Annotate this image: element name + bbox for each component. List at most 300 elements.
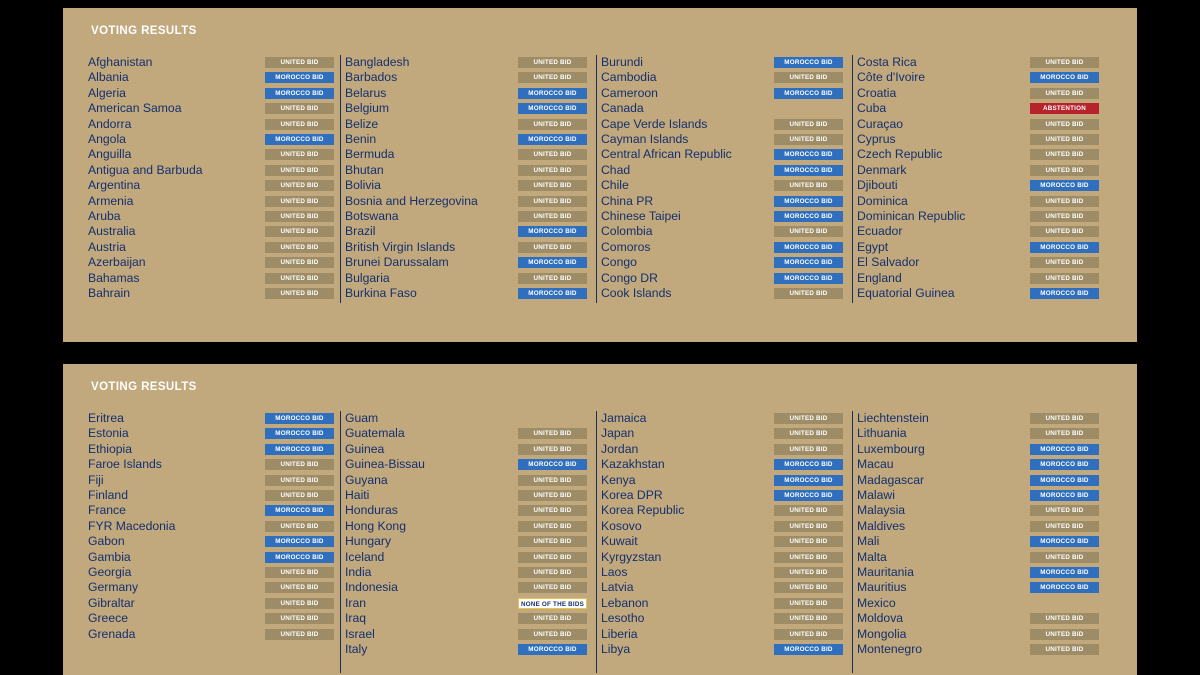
morocco-bid-badge: MOROCCO BID	[518, 644, 587, 655]
vote-row	[88, 488, 344, 503]
united-bid-badge: UNITED BID	[774, 598, 843, 609]
country-name: Ethiopia	[88, 441, 133, 456]
country-name: Liberia	[601, 626, 638, 641]
morocco-bid-badge: MOROCCO BID	[518, 134, 587, 145]
united-bid-badge: UNITED BID	[518, 567, 587, 578]
country-name: Burkina Faso	[345, 286, 417, 300]
united-bid-badge: UNITED BID	[774, 72, 843, 83]
united-bid-badge: UNITED BID	[1030, 505, 1099, 516]
united-bid-badge: UNITED BID	[518, 582, 587, 593]
country-name: Costa Rica	[857, 55, 917, 69]
morocco-bid-badge: MOROCCO BID	[1030, 475, 1099, 486]
country-name: Chile	[601, 178, 629, 193]
vote-row	[341, 473, 597, 488]
country-name: Congo DR	[601, 270, 658, 285]
united-bid-badge: UNITED BID	[1030, 273, 1099, 284]
country-name: Algeria	[88, 85, 126, 100]
vote-row	[88, 132, 344, 147]
country-name: Dominican Republic	[857, 209, 966, 223]
country-name: Kazakhstan	[601, 457, 665, 472]
country-name: Japan	[601, 426, 635, 441]
country-name: Austria	[88, 239, 126, 254]
vote-row	[88, 286, 344, 301]
country-name: England	[857, 270, 902, 285]
country-name: Haiti	[345, 488, 370, 502]
vote-row	[853, 224, 1109, 239]
country-name: Faroe Islands	[88, 457, 162, 472]
country-name: Mali	[857, 534, 880, 549]
united-bid-badge: UNITED BID	[265, 242, 334, 253]
vote-row	[853, 611, 1109, 626]
country-name: Bahrain	[88, 286, 131, 300]
morocco-bid-badge: MOROCCO BID	[774, 273, 843, 284]
country-name: Mexico	[857, 595, 896, 610]
united-bid-badge: UNITED BID	[265, 567, 334, 578]
morocco-bid-badge: MOROCCO BID	[774, 88, 843, 99]
vote-row	[853, 163, 1109, 178]
vote-row	[341, 627, 597, 642]
united-bid-badge: UNITED BID	[1030, 196, 1099, 207]
voting-results-panel-2	[63, 364, 1137, 675]
united-bid-badge: UNITED BID	[1030, 629, 1099, 640]
vote-row	[88, 271, 344, 286]
vote-row	[597, 70, 853, 85]
morocco-bid-badge: MOROCCO BID	[265, 134, 334, 145]
morocco-bid-badge: MOROCCO BID	[1030, 582, 1099, 593]
vote-row	[597, 442, 853, 457]
united-bid-badge: UNITED BID	[1030, 257, 1099, 268]
morocco-bid-badge: MOROCCO BID	[774, 211, 843, 222]
morocco-bid-badge: MOROCCO BID	[774, 490, 843, 501]
vote-row	[88, 550, 344, 565]
vote-row	[853, 86, 1109, 101]
country-name: Malaysia	[857, 503, 906, 518]
united-bid-badge: UNITED BID	[265, 57, 334, 68]
united-bid-badge: UNITED BID	[774, 226, 843, 237]
morocco-bid-badge: MOROCCO BID	[518, 226, 587, 237]
results-column-3	[596, 411, 853, 673]
country-name: Latvia	[601, 580, 634, 595]
united-bid-badge: UNITED BID	[774, 288, 843, 299]
united-bid-badge: UNITED BID	[265, 459, 334, 470]
vote-row	[88, 534, 344, 549]
morocco-bid-badge: MOROCCO BID	[265, 88, 334, 99]
united-bid-badge: UNITED BID	[518, 552, 587, 563]
vote-row	[853, 271, 1109, 286]
united-bid-badge: UNITED BID	[518, 444, 587, 455]
united-bid-badge: UNITED BID	[518, 521, 587, 532]
vote-row	[597, 473, 853, 488]
country-name: Macau	[857, 457, 894, 472]
vote-row	[88, 70, 344, 85]
results-column-4	[852, 411, 1109, 673]
country-name: Brunei Darussalam	[345, 255, 449, 270]
united-bid-badge: UNITED BID	[265, 119, 334, 130]
country-name: Brazil	[345, 224, 376, 239]
vote-row	[597, 86, 853, 101]
country-name: Aruba	[88, 209, 121, 223]
vote-row	[597, 411, 853, 426]
country-name: India	[345, 565, 372, 579]
vote-row	[88, 519, 344, 534]
united-bid-badge: UNITED BID	[518, 149, 587, 160]
united-bid-badge: UNITED BID	[1030, 119, 1099, 130]
country-name: Albania	[88, 70, 129, 85]
vote-row	[341, 550, 597, 565]
vote-row	[597, 240, 853, 255]
vote-row	[853, 178, 1109, 193]
country-name: Cambodia	[601, 70, 657, 85]
vote-row	[88, 411, 344, 426]
united-bid-badge: UNITED BID	[518, 475, 587, 486]
morocco-bid-badge: MOROCCO BID	[265, 552, 334, 563]
united-bid-badge: UNITED BID	[265, 103, 334, 114]
vote-row	[853, 209, 1109, 224]
united-bid-badge: UNITED BID	[1030, 88, 1099, 99]
vote-row	[88, 627, 344, 642]
country-name: Canada	[601, 101, 644, 116]
united-bid-badge: UNITED BID	[265, 598, 334, 609]
country-name: Bulgaria	[345, 270, 390, 285]
vote-row	[853, 442, 1109, 457]
country-name: Jamaica	[601, 411, 647, 425]
vote-row	[341, 426, 597, 441]
country-name: Colombia	[601, 224, 653, 239]
country-name: Lebanon	[601, 595, 649, 610]
vote-row	[853, 55, 1109, 70]
country-name: Kuwait	[601, 534, 638, 549]
morocco-bid-badge: MOROCCO BID	[518, 257, 587, 268]
vote-row	[853, 596, 1109, 611]
vote-row	[597, 488, 853, 503]
united-bid-badge: UNITED BID	[265, 613, 334, 624]
country-name: Belize	[345, 116, 379, 131]
vote-row	[88, 457, 344, 472]
united-bid-badge: UNITED BID	[774, 428, 843, 439]
vote-row	[341, 642, 597, 657]
country-name: Argentina	[88, 178, 141, 193]
country-name: Jordan	[601, 441, 639, 456]
vote-row	[88, 473, 344, 488]
united-bid-badge: UNITED BID	[774, 444, 843, 455]
country-name: Iran	[345, 595, 367, 610]
morocco-bid-badge: MOROCCO BID	[518, 288, 587, 299]
vote-row	[853, 255, 1109, 270]
country-name: Mauritania	[857, 565, 914, 579]
none-of-the-bids-badge: NONE OF THE BIDS	[518, 598, 587, 609]
country-name: Gabon	[88, 534, 125, 549]
vote-row	[341, 86, 597, 101]
country-name: Bosnia and Herzegovina	[345, 193, 478, 208]
country-name: Congo	[601, 255, 637, 270]
vote-row	[88, 101, 344, 116]
morocco-bid-badge: MOROCCO BID	[1030, 72, 1099, 83]
united-bid-badge: UNITED BID	[1030, 613, 1099, 624]
panel-title: VOTING RESULTS	[91, 25, 197, 37]
country-name: Comoros	[601, 239, 651, 254]
united-bid-badge: UNITED BID	[1030, 521, 1099, 532]
vote-row	[88, 611, 344, 626]
country-name: Germany	[88, 580, 139, 595]
united-bid-badge: UNITED BID	[518, 613, 587, 624]
vote-row	[597, 426, 853, 441]
morocco-bid-badge: MOROCCO BID	[1030, 288, 1099, 299]
country-name: Finland	[88, 488, 128, 502]
country-name: British Virgin Islands	[345, 239, 456, 254]
united-bid-badge: UNITED BID	[265, 149, 334, 160]
united-bid-badge: UNITED BID	[1030, 149, 1099, 160]
vote-row	[88, 503, 344, 518]
vote-row	[88, 426, 344, 441]
vote-row	[597, 642, 853, 657]
united-bid-badge: UNITED BID	[518, 428, 587, 439]
country-name: Iraq	[345, 611, 367, 626]
voting-results-panel-1	[63, 8, 1137, 342]
morocco-bid-badge: MOROCCO BID	[265, 536, 334, 547]
country-name: Azerbaijan	[88, 255, 146, 270]
country-name: Laos	[601, 565, 628, 579]
vote-row	[341, 101, 597, 116]
vote-row	[88, 117, 344, 132]
country-name: Italy	[345, 642, 368, 656]
vote-row	[597, 55, 853, 70]
country-name: Czech Republic	[857, 147, 943, 162]
vote-row	[597, 101, 853, 116]
united-bid-badge: UNITED BID	[1030, 644, 1099, 655]
country-name: Denmark	[857, 162, 907, 177]
country-name: China PR	[601, 193, 654, 208]
united-bid-badge: UNITED BID	[518, 536, 587, 547]
vote-row	[597, 132, 853, 147]
vote-row	[341, 580, 597, 595]
vote-row	[853, 147, 1109, 162]
vote-row	[341, 565, 597, 580]
vote-row	[341, 519, 597, 534]
country-name: FYR Macedonia	[88, 518, 176, 533]
united-bid-badge: UNITED BID	[518, 629, 587, 640]
morocco-bid-badge: MOROCCO BID	[265, 505, 334, 516]
united-bid-badge: UNITED BID	[518, 505, 587, 516]
morocco-bid-badge: MOROCCO BID	[1030, 567, 1099, 578]
united-bid-badge: UNITED BID	[774, 582, 843, 593]
vote-row	[341, 224, 597, 239]
vote-row	[341, 255, 597, 270]
country-name: Guinea-Bissau	[345, 457, 425, 472]
united-bid-badge: UNITED BID	[774, 134, 843, 145]
vote-row	[853, 194, 1109, 209]
united-bid-badge: UNITED BID	[518, 242, 587, 253]
morocco-bid-badge: MOROCCO BID	[518, 88, 587, 99]
vote-row	[597, 117, 853, 132]
morocco-bid-badge: MOROCCO BID	[774, 644, 843, 655]
results-column-2	[340, 55, 597, 303]
vote-row	[853, 286, 1109, 301]
vote-row	[597, 194, 853, 209]
country-name: Ecuador	[857, 224, 903, 239]
vote-row	[341, 534, 597, 549]
morocco-bid-badge: MOROCCO BID	[774, 475, 843, 486]
morocco-bid-badge: MOROCCO BID	[518, 103, 587, 114]
country-name: Liechtenstein	[857, 411, 929, 425]
vote-row	[597, 580, 853, 595]
country-name: Hungary	[345, 534, 392, 549]
morocco-bid-badge: MOROCCO BID	[265, 413, 334, 424]
vote-row	[341, 457, 597, 472]
country-name: Australia	[88, 224, 136, 239]
country-name: Andorra	[88, 116, 132, 131]
united-bid-badge: UNITED BID	[265, 582, 334, 593]
vote-row	[88, 194, 344, 209]
vote-row	[341, 442, 597, 457]
country-name: Belarus	[345, 85, 387, 100]
vote-row	[341, 132, 597, 147]
results-column-2	[340, 411, 597, 673]
united-bid-badge: UNITED BID	[265, 490, 334, 501]
country-name: Dominica	[857, 193, 908, 208]
vote-row	[597, 271, 853, 286]
united-bid-badge: UNITED BID	[518, 165, 587, 176]
morocco-bid-badge: MOROCCO BID	[1030, 490, 1099, 501]
united-bid-badge: UNITED BID	[265, 288, 334, 299]
vote-row	[853, 132, 1109, 147]
united-bid-badge: UNITED BID	[774, 180, 843, 191]
united-bid-badge: UNITED BID	[265, 226, 334, 237]
country-name: Cameroon	[601, 85, 658, 100]
morocco-bid-badge: MOROCCO BID	[1030, 242, 1099, 253]
country-name: Cyprus	[857, 132, 896, 146]
united-bid-badge: UNITED BID	[518, 211, 587, 222]
united-bid-badge: UNITED BID	[774, 567, 843, 578]
vote-row	[88, 178, 344, 193]
united-bid-badge: UNITED BID	[265, 257, 334, 268]
united-bid-badge: UNITED BID	[518, 119, 587, 130]
country-name: Kenya	[601, 472, 636, 487]
results-column-3	[596, 55, 853, 303]
country-name: Bahamas	[88, 270, 140, 285]
morocco-bid-badge: MOROCCO BID	[518, 459, 587, 470]
country-name: Israel	[345, 626, 375, 641]
vote-row	[597, 503, 853, 518]
country-name: Djibouti	[857, 178, 898, 193]
vote-row	[597, 519, 853, 534]
vote-row	[88, 240, 344, 255]
country-name: Grenada	[88, 626, 136, 641]
vote-row	[341, 163, 597, 178]
united-bid-badge: UNITED BID	[774, 521, 843, 532]
united-bid-badge: UNITED BID	[265, 211, 334, 222]
united-bid-badge: UNITED BID	[1030, 134, 1099, 145]
vote-row	[341, 271, 597, 286]
united-bid-badge: UNITED BID	[1030, 211, 1099, 222]
vote-row	[341, 596, 597, 611]
country-name: Anguilla	[88, 147, 132, 162]
morocco-bid-badge: MOROCCO BID	[774, 57, 843, 68]
morocco-bid-badge: MOROCCO BID	[1030, 459, 1099, 470]
vote-row	[853, 550, 1109, 565]
vote-row	[341, 611, 597, 626]
country-name: Maldives	[857, 518, 906, 533]
united-bid-badge: UNITED BID	[265, 180, 334, 191]
results-column-1	[88, 411, 344, 673]
vote-row	[853, 519, 1109, 534]
vote-row	[88, 86, 344, 101]
morocco-bid-badge: MOROCCO BID	[1030, 444, 1099, 455]
united-bid-badge: UNITED BID	[265, 521, 334, 532]
country-name: Egypt	[857, 239, 889, 254]
vote-row	[853, 240, 1109, 255]
country-name: Central African Republic	[601, 147, 732, 162]
united-bid-badge: UNITED BID	[774, 552, 843, 563]
country-name: Cuba	[857, 101, 887, 116]
country-name: Barbados	[345, 70, 398, 85]
vote-row	[597, 255, 853, 270]
country-name: Moldova	[857, 611, 904, 626]
country-name: Mongolia	[857, 626, 907, 641]
vote-row	[597, 534, 853, 549]
vote-row	[341, 286, 597, 301]
vote-row	[853, 457, 1109, 472]
country-name: Croatia	[857, 85, 897, 100]
vote-row	[341, 488, 597, 503]
country-name: Cape Verde Islands	[601, 116, 708, 131]
country-name: Chinese Taipei	[601, 209, 681, 223]
vote-row	[853, 642, 1109, 657]
vote-row	[341, 240, 597, 255]
united-bid-badge: UNITED BID	[265, 475, 334, 486]
morocco-bid-badge: MOROCCO BID	[774, 165, 843, 176]
country-name: Indonesia	[345, 580, 398, 595]
morocco-bid-badge: MOROCCO BID	[1030, 536, 1099, 547]
country-name: Montenegro	[857, 642, 923, 656]
country-name: Libya	[601, 642, 631, 656]
country-name: Bangladesh	[345, 55, 410, 69]
country-name: Angola	[88, 132, 126, 146]
united-bid-badge: UNITED BID	[774, 536, 843, 547]
country-name: Malta	[857, 549, 887, 564]
united-bid-badge: UNITED BID	[518, 180, 587, 191]
vote-row	[597, 596, 853, 611]
united-bid-badge: UNITED BID	[774, 119, 843, 130]
morocco-bid-badge: MOROCCO BID	[265, 428, 334, 439]
results-column-1	[88, 55, 344, 303]
united-bid-badge: UNITED BID	[1030, 413, 1099, 424]
united-bid-badge: UNITED BID	[1030, 57, 1099, 68]
country-name: Bhutan	[345, 162, 384, 177]
country-name: Curaçao	[857, 116, 904, 131]
country-name: Afghanistan	[88, 55, 153, 69]
united-bid-badge: UNITED BID	[1030, 226, 1099, 237]
country-name: Côte d'Ivoire	[857, 70, 926, 85]
country-name: Kyrgyzstan	[601, 549, 662, 564]
vote-row	[341, 117, 597, 132]
country-name: Lithuania	[857, 426, 907, 441]
country-name: Iceland	[345, 549, 385, 564]
united-bid-badge: UNITED BID	[518, 196, 587, 207]
country-name: Antigua and Barbuda	[88, 162, 203, 177]
morocco-bid-badge: MOROCCO BID	[774, 459, 843, 470]
united-bid-badge: UNITED BID	[518, 490, 587, 501]
country-name: Honduras	[345, 503, 398, 518]
vote-row	[341, 503, 597, 518]
vote-row	[341, 55, 597, 70]
country-name: Belgium	[345, 101, 390, 116]
united-bid-badge: UNITED BID	[265, 196, 334, 207]
united-bid-badge: UNITED BID	[518, 72, 587, 83]
country-name: Bermuda	[345, 147, 395, 162]
united-bid-badge: UNITED BID	[774, 413, 843, 424]
united-bid-badge: UNITED BID	[1030, 552, 1099, 563]
country-name: Guatemala	[345, 426, 405, 441]
